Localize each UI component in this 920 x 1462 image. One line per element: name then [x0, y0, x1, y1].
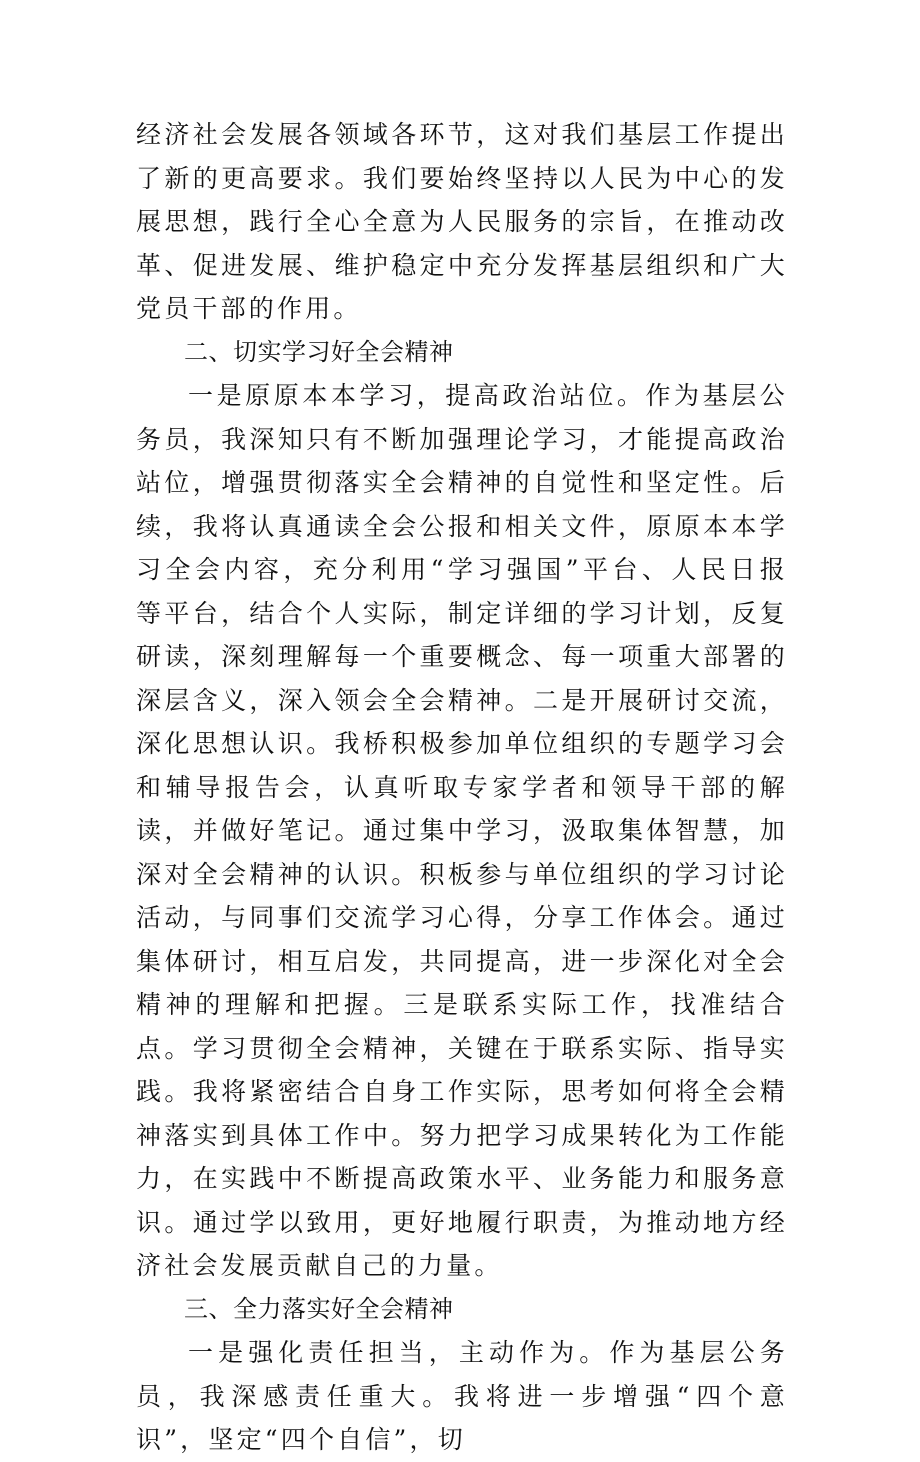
document-body — [136, 113, 788, 1462]
paragraph-section-2: 一是原原本本学习，提高政治站位。作为基层公务员，我深知只有不断加强理论学习，才能提高政治站位，增强贯彻落实全会精神的自觉性和坚定性。后续，我将认真通读全会公报和相关文件，原原本本学习全会内容，充分利用“学习强国”平台、人民日报等平台，结合个人实际，制定详细的学习计划，反复研读，深刻理解每一个重要概念、每一项重大部署的深层含义，深入领会全会精神。二是开展研讨交流，深化思想认识。我桥积极参加单位组织的专题学习会和辅导报告会，认真听取专家学者和领导干部的解读，并做好笔记。通过集中学习，汲取集体智慧，加深对全会精神的认识。积板参与单位组织的学习讨论活动，与同事们交流学习心得，分享工作体会。通过集体研讨，相互启发，共同提高，进一步深化对全会精神的理解和把握。三是联系实际工作，找准结合点。学习贯彻全会精神，关键在于联系实际、指导实践。我将紧密结合自身工作实际，思考如何将全会精神落实到具体工作中。努力把学习成果转化为工作能力，在实践中不断提高政策水平、业务能力和服务意识。通过学以致用，更好地履行职责，为推动地方经济社会发展贡献自己的力量。 — [136, 381, 788, 1280]
paragraph-intro: 经济社会发展各领域各环节，这对我们基层工作提出了新的更高要求。我们要始终坚持以人民为中心的发展思想，践行全心全意为人民服务的宗旨，在推动改革、促进发展、维护稳定中充分发挥基层组织和广大党员干部的作用。 — [136, 120, 788, 323]
section-heading-3: 三、全力落实好全会精神 — [184, 1294, 454, 1323]
section-heading-2: 二、切实学习好全会精神 — [184, 337, 454, 366]
paragraph-section-3: 一是强化责任担当，主动作为。作为基层公务员，我深感责任重大。我将进一步增强“四个意识”，坚定“四个自信”，切 — [136, 1338, 788, 1454]
